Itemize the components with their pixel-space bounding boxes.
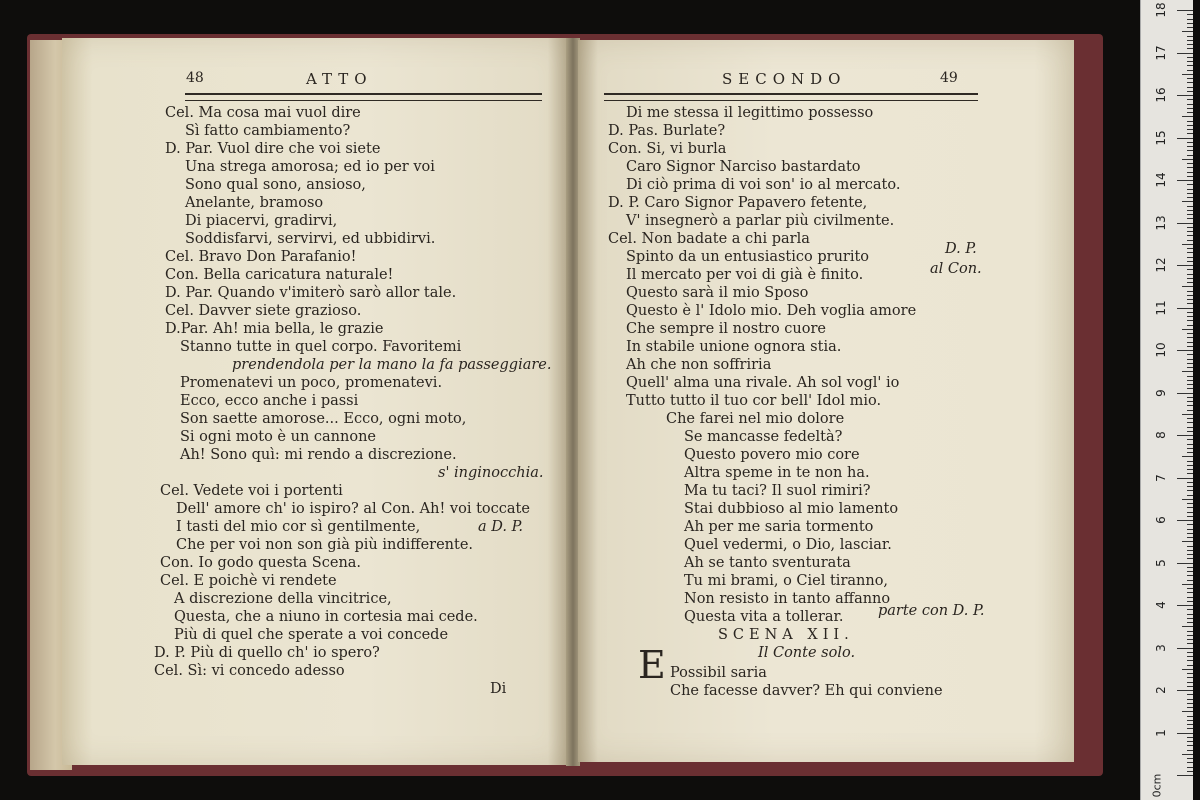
- ruler-tick: [1187, 703, 1193, 704]
- ruler-number: 6: [1154, 516, 1168, 524]
- ruler-number: 1: [1154, 728, 1168, 737]
- ruler-tick: [1187, 359, 1193, 360]
- ruler-tick: [1177, 10, 1193, 11]
- ruler-tick: [1187, 278, 1193, 279]
- ruler-tick: [1187, 524, 1193, 525]
- ruler-number: 9: [1154, 388, 1168, 397]
- ruler-tick: [1187, 618, 1193, 619]
- ruler-tick: [1187, 558, 1193, 559]
- ruler-tick: [1182, 244, 1193, 245]
- ruler-tick: [1182, 116, 1193, 117]
- text-line: Una strega amorosa; ed io per voi: [185, 159, 435, 175]
- text-line: Promenatevi un poco, promenatevi.: [180, 375, 443, 391]
- text-line: Anelante, bramoso: [185, 195, 324, 211]
- text-line: D. Par. Vuol dire che voi siete: [165, 141, 381, 157]
- text-line: In stabile unione ognora stia.: [626, 339, 842, 355]
- scene-heading: SCENA XII.: [718, 627, 854, 643]
- ruler-tick: [1187, 388, 1193, 389]
- ruler-tick: [1187, 694, 1193, 695]
- ruler-number: 15: [1154, 129, 1168, 146]
- ruler-tick: [1187, 82, 1193, 83]
- text-line: I tasti del mio cor sì gentilmente,: [176, 519, 421, 535]
- text-line: Sono qual sono, ansioso,: [185, 177, 366, 193]
- ruler-tick: [1187, 163, 1193, 164]
- ruler-tick: [1187, 231, 1193, 232]
- ruler-number: 17: [1154, 44, 1168, 61]
- left-page-number: 48: [186, 70, 204, 86]
- ruler-tick: [1182, 159, 1193, 160]
- ruler-tick: [1182, 286, 1193, 287]
- ruler-tick: [1187, 303, 1193, 304]
- ruler-number: 13: [1154, 214, 1168, 231]
- ruler-tick: [1187, 486, 1193, 487]
- ruler-tick: [1187, 728, 1193, 729]
- ruler-tick: [1187, 741, 1193, 742]
- ruler-tick: [1187, 439, 1193, 440]
- ruler-tick: [1187, 656, 1193, 657]
- ruler-tick: [1187, 673, 1193, 674]
- text-line: Quel vedermi, o Dio, lasciar.: [684, 537, 892, 553]
- ruler-tick: [1187, 193, 1193, 194]
- text-line: Che facesse davver? Eh qui conviene: [670, 683, 943, 699]
- ruler-tick: [1187, 631, 1193, 632]
- ruler-tick: [1177, 520, 1193, 521]
- ruler-tick: [1182, 754, 1193, 755]
- ruler-tick: [1187, 380, 1193, 381]
- text-line: Cel. Ma cosa mai vuol dire: [165, 105, 361, 121]
- ruler-tick: [1187, 575, 1193, 576]
- ruler-tick: [1187, 197, 1193, 198]
- ruler-tick: [1187, 635, 1193, 636]
- ruler-tick: [1187, 384, 1193, 385]
- ruler-tick: [1187, 418, 1193, 419]
- ruler-number: 12: [1154, 257, 1168, 273]
- ruler-tick: [1187, 529, 1193, 530]
- ruler-tick: [1187, 176, 1193, 177]
- ruler-tick: [1187, 546, 1193, 547]
- ruler-tick: [1187, 235, 1193, 236]
- text-line: Ah per me saria tormento: [684, 519, 874, 535]
- ruler-tick: [1187, 257, 1193, 258]
- ruler-tick: [1187, 554, 1193, 555]
- ruler-unit-label: 0cm: [1150, 773, 1164, 798]
- ruler-tick: [1187, 537, 1193, 538]
- text-line: V' insegnerò a parlar più civilmente.: [626, 213, 895, 229]
- text-line: Questa vita a tollerar.: [684, 609, 844, 625]
- ruler-number: 10: [1154, 342, 1168, 358]
- ruler-tick: [1187, 601, 1193, 602]
- ruler-tick: [1177, 53, 1193, 54]
- stage-direction: al Con.: [930, 261, 982, 277]
- ruler-tick: [1187, 70, 1193, 71]
- ruler-tick: [1187, 155, 1193, 156]
- text-line: Cel. Bravo Don Parafanio!: [165, 249, 357, 265]
- ruler-tick: [1187, 397, 1193, 398]
- ruler-tick: [1182, 329, 1193, 330]
- ruler-tick: [1187, 490, 1193, 491]
- ruler-tick: [1187, 737, 1193, 738]
- ruler-tick: [1187, 461, 1193, 462]
- ruler-tick: [1182, 541, 1193, 542]
- ruler-tick: [1187, 214, 1193, 215]
- left-header-rule: [185, 93, 542, 101]
- ruler-number: 18: [1154, 2, 1168, 18]
- text-line: Con. Bella caricatura naturale!: [165, 267, 394, 283]
- ruler-tick: [1187, 316, 1193, 317]
- ruler-number: 4: [1154, 601, 1168, 609]
- ruler-number: 11: [1154, 299, 1168, 316]
- text-line: D. Par. Quando v'imiterò sarò allor tale.: [165, 285, 457, 301]
- ruler-tick: [1187, 452, 1193, 453]
- ruler-tick: [1187, 699, 1193, 700]
- text-line: Spinto da un entusiastico prurito: [626, 249, 870, 265]
- ruler-tick: [1177, 223, 1193, 224]
- ruler-tick: [1187, 269, 1193, 270]
- text-line: Cel. Sì: vi concedo adesso: [154, 663, 345, 679]
- ruler-tick: [1187, 588, 1193, 589]
- ruler-tick: [1187, 19, 1193, 20]
- ruler-tick: [1187, 652, 1193, 653]
- text-line: Questa, che a niuno in cortesia mai cede.: [174, 609, 478, 625]
- text-line: Ah! Sono quì: mi rendo a discrezione.: [180, 447, 457, 463]
- ruler-tick: [1187, 172, 1193, 173]
- ruler-tick: [1187, 401, 1193, 402]
- ruler-tick: [1187, 133, 1193, 134]
- ruler-tick: [1187, 227, 1193, 228]
- ruler-tick: [1187, 14, 1193, 15]
- ruler-tick: [1187, 597, 1193, 598]
- ruler-tick: [1187, 142, 1193, 143]
- text-line: Che sempre il nostro cuore: [626, 321, 826, 337]
- ruler-tick: [1177, 733, 1193, 734]
- ruler-tick: [1187, 206, 1193, 207]
- ruler-tick: [1187, 104, 1193, 105]
- ruler-tick: [1187, 61, 1193, 62]
- ruler-tick: [1182, 584, 1193, 585]
- text-line: Caro Signor Narciso bastardato: [626, 159, 861, 175]
- text-line: Altra speme in te non ha.: [684, 465, 870, 481]
- ruler-number: 16: [1154, 87, 1168, 103]
- text-line: A discrezione della vincitrice,: [174, 591, 392, 607]
- ruler-tick: [1187, 745, 1193, 746]
- ruler-tick: [1187, 750, 1193, 751]
- text-line: Possibil saria: [670, 665, 767, 681]
- ruler-tick: [1187, 282, 1193, 283]
- ruler-tick: [1187, 218, 1193, 219]
- ruler-tick: [1187, 295, 1193, 296]
- ruler-tick: [1187, 121, 1193, 122]
- ruler-tick: [1177, 775, 1193, 776]
- ruler-tick: [1187, 507, 1193, 508]
- drop-initial: E: [638, 643, 666, 687]
- ruler-tick: [1187, 495, 1193, 496]
- ruler-tick: [1187, 716, 1193, 717]
- text-line: D.Par. Ah! mia bella, le grazie: [165, 321, 384, 337]
- ruler-tick: [1182, 74, 1193, 75]
- ruler-tick: [1187, 274, 1193, 275]
- text-line: Son saette amorose... Ecco, ogni moto,: [180, 411, 467, 427]
- ruler-tick: [1187, 614, 1193, 615]
- ruler-tick: [1187, 44, 1193, 45]
- text-line: Il mercato per voi di già è finito.: [626, 267, 864, 283]
- ruler-tick: [1187, 567, 1193, 568]
- ruler-tick: [1187, 473, 1193, 474]
- right-running-head: SECONDO: [722, 70, 847, 88]
- ruler-tick: [1177, 308, 1193, 309]
- ruler-tick: [1187, 431, 1193, 432]
- ruler-tick: [1187, 762, 1193, 763]
- ruler-tick: [1187, 87, 1193, 88]
- ruler-tick: [1177, 350, 1193, 351]
- ruler-tick: [1177, 690, 1193, 691]
- ruler-tick: [1177, 95, 1193, 96]
- text-line: Di me stessa il legittimo possesso: [626, 105, 874, 121]
- ruler-tick: [1187, 27, 1193, 28]
- ruler-tick: [1187, 448, 1193, 449]
- text-line: Cel. Non badate a chi parla: [608, 231, 810, 247]
- ruler-tick: [1182, 456, 1193, 457]
- ruler-tick: [1187, 465, 1193, 466]
- ruler-tick: [1187, 444, 1193, 445]
- ruler-tick: [1187, 291, 1193, 292]
- ruler-tick: [1187, 184, 1193, 185]
- ruler-tick: [1187, 469, 1193, 470]
- text-line: Tutto tutto il tuo cor bell' Idol mio.: [626, 393, 882, 409]
- right-page-number: 49: [940, 70, 958, 86]
- ruler-tick: [1177, 138, 1193, 139]
- ruler-tick: [1187, 410, 1193, 411]
- ruler-tick: [1187, 550, 1193, 551]
- text-line: Di piacervi, gradirvi,: [185, 213, 338, 229]
- text-line: Stai dubbioso al mio lamento: [684, 501, 899, 517]
- ruler-tick: [1187, 333, 1193, 334]
- ruler-tick: [1187, 482, 1193, 483]
- text-line: Più di quel che sperate a voi concede: [174, 627, 449, 643]
- ruler-tick: [1187, 248, 1193, 249]
- ruler-tick: [1187, 643, 1193, 644]
- ruler-tick: [1182, 711, 1193, 712]
- stage-direction: D. P.: [945, 241, 977, 257]
- ruler-number: 5: [1154, 558, 1168, 567]
- ruler-tick: [1182, 31, 1193, 32]
- ruler-tick: [1187, 724, 1193, 725]
- ruler-tick: [1182, 414, 1193, 415]
- ruler-number: 2: [1154, 686, 1168, 694]
- ruler-tick: [1177, 265, 1193, 266]
- ruler-tick: [1187, 150, 1193, 151]
- text-line: Quell' alma una rivale. Ah sol vogl' io: [626, 375, 900, 391]
- ruler-number: 3: [1154, 643, 1168, 652]
- ruler-tick: [1187, 571, 1193, 572]
- ruler-tick: [1187, 771, 1193, 772]
- text-line: Tu mi brami, o Ciel tiranno,: [684, 573, 889, 589]
- ruler-tick: [1187, 758, 1193, 759]
- ruler-tick: [1187, 78, 1193, 79]
- ruler-tick: [1187, 580, 1193, 581]
- ruler-tick: [1187, 299, 1193, 300]
- ruler-tick: [1187, 112, 1193, 113]
- ruler-tick: [1187, 592, 1193, 593]
- ruler-tick: [1187, 337, 1193, 338]
- ruler-tick: [1182, 626, 1193, 627]
- text-line: Che per voi non son già più indifferente.: [176, 537, 474, 553]
- stage-direction: a D. P.: [478, 519, 524, 535]
- ruler-tick: [1187, 320, 1193, 321]
- ruler-tick: [1187, 516, 1193, 517]
- text-line: Dell' amore ch' io ispiro? al Con. Ah! voi toccate: [176, 501, 530, 517]
- ruler-tick: [1182, 201, 1193, 202]
- ruler-tick: [1187, 261, 1193, 262]
- ruler-tick: [1187, 686, 1193, 687]
- ruler-tick: [1182, 669, 1193, 670]
- ruler-number: 14: [1154, 172, 1168, 188]
- text-line: D. Pas. Burlate?: [608, 123, 726, 139]
- ruler-tick: [1187, 210, 1193, 211]
- ruler-number: 7: [1154, 473, 1168, 482]
- ruler-tick: [1187, 660, 1193, 661]
- ruler-tick: [1187, 146, 1193, 147]
- ruler-tick: [1187, 354, 1193, 355]
- ruler-tick: [1187, 720, 1193, 721]
- ruler-tick: [1187, 422, 1193, 423]
- ruler-tick: [1187, 40, 1193, 41]
- catchword: Di: [490, 681, 507, 697]
- text-line: D. P. Caro Signor Papavero fetente,: [608, 195, 868, 211]
- ruler-tick: [1177, 478, 1193, 479]
- ruler-tick: [1187, 167, 1193, 168]
- text-line: Con. Si, vi burla: [608, 141, 727, 157]
- ruler-tick: [1182, 499, 1193, 500]
- stage-direction: prendendola per la mano la fa passeggiare.: [232, 357, 552, 373]
- text-line: Cel. E poichè vi rendete: [160, 573, 337, 589]
- text-line: Si ogni moto è un cannone: [180, 429, 376, 445]
- ruler-tick: [1177, 435, 1193, 436]
- ruler-tick: [1187, 48, 1193, 49]
- ruler-tick: [1187, 512, 1193, 513]
- text-line: Soddisfarvi, servirvi, ed ubbidirvi.: [185, 231, 436, 247]
- text-line: Questo povero mio core: [684, 447, 860, 463]
- ruler-tick: [1187, 99, 1193, 100]
- text-line: Questo è l' Idolo mio. Deh voglia amore: [626, 303, 917, 319]
- ruler-tick: [1187, 367, 1193, 368]
- ruler-tick: [1187, 129, 1193, 130]
- ruler-tick: [1187, 325, 1193, 326]
- text-line: Cel. Vedete voi i portenti: [160, 483, 343, 499]
- ruler-tick: [1187, 376, 1193, 377]
- ruler-tick: [1182, 371, 1193, 372]
- ruler-tick: [1177, 648, 1193, 649]
- measuring-ruler: [1140, 0, 1193, 800]
- ruler-tick: [1187, 23, 1193, 24]
- text-line: Stanno tutte in quel corpo. Favoritemi: [180, 339, 462, 355]
- ruler-tick: [1187, 252, 1193, 253]
- ruler-tick: [1187, 682, 1193, 683]
- ruler-tick: [1177, 393, 1193, 394]
- text-line: Che farei nel mio dolore: [666, 411, 845, 427]
- ruler-tick: [1187, 342, 1193, 343]
- ruler-tick: [1187, 427, 1193, 428]
- text-line: Ah che non soffriria: [626, 357, 772, 373]
- ruler-tick: [1187, 363, 1193, 364]
- left-running-head: ATTO: [306, 70, 373, 88]
- text-line: Ah se tanto sventurata: [684, 555, 851, 571]
- ruler-tick: [1187, 533, 1193, 534]
- ruler-tick: [1187, 91, 1193, 92]
- ruler-tick: [1177, 180, 1193, 181]
- ruler-tick: [1187, 36, 1193, 37]
- ruler-tick: [1187, 189, 1193, 190]
- text-line: Sì fatto cambiamento?: [185, 123, 351, 139]
- ruler-tick: [1187, 125, 1193, 126]
- ruler-tick: [1187, 665, 1193, 666]
- ruler-tick: [1187, 609, 1193, 610]
- ruler-tick: [1187, 405, 1193, 406]
- ruler-tick: [1187, 312, 1193, 313]
- text-line: Non resisto in tanto affanno: [684, 591, 891, 607]
- ruler-tick: [1187, 346, 1193, 347]
- text-line: Questo sarà il mio Sposo: [626, 285, 809, 301]
- text-line: D. P. Più di quello ch' io spero?: [154, 645, 380, 661]
- ruler-tick: [1187, 65, 1193, 66]
- ruler-tick: [1177, 563, 1193, 564]
- ruler-tick: [1187, 639, 1193, 640]
- text-line: Di ciò prima di voi son' io al mercato.: [626, 177, 901, 193]
- ruler-tick: [1187, 622, 1193, 623]
- text-line: Cel. Davver siete grazioso.: [165, 303, 362, 319]
- ruler-tick: [1187, 108, 1193, 109]
- text-line: Ma tu taci? Il suol rimiri?: [684, 483, 871, 499]
- ruler-tick: [1187, 707, 1193, 708]
- scene-subheading: Il Conte solo.: [758, 645, 856, 661]
- ruler-tick: [1187, 767, 1193, 768]
- ruler-tick: [1187, 57, 1193, 58]
- ruler-tick: [1187, 240, 1193, 241]
- ruler-tick: [1187, 677, 1193, 678]
- ruler-tick: [1187, 503, 1193, 504]
- ruler-number: 8: [1154, 431, 1168, 439]
- text-line: Ecco, ecco anche i passi: [180, 393, 359, 409]
- ruler-tick: [1177, 605, 1193, 606]
- stage-direction: s' inginocchia.: [438, 465, 544, 481]
- text-line: Se mancasse fedeltà?: [684, 429, 843, 445]
- right-header-rule: [604, 93, 978, 101]
- stage-direction: parte con D. P.: [878, 603, 985, 619]
- text-line: Con. Io godo questa Scena.: [160, 555, 362, 571]
